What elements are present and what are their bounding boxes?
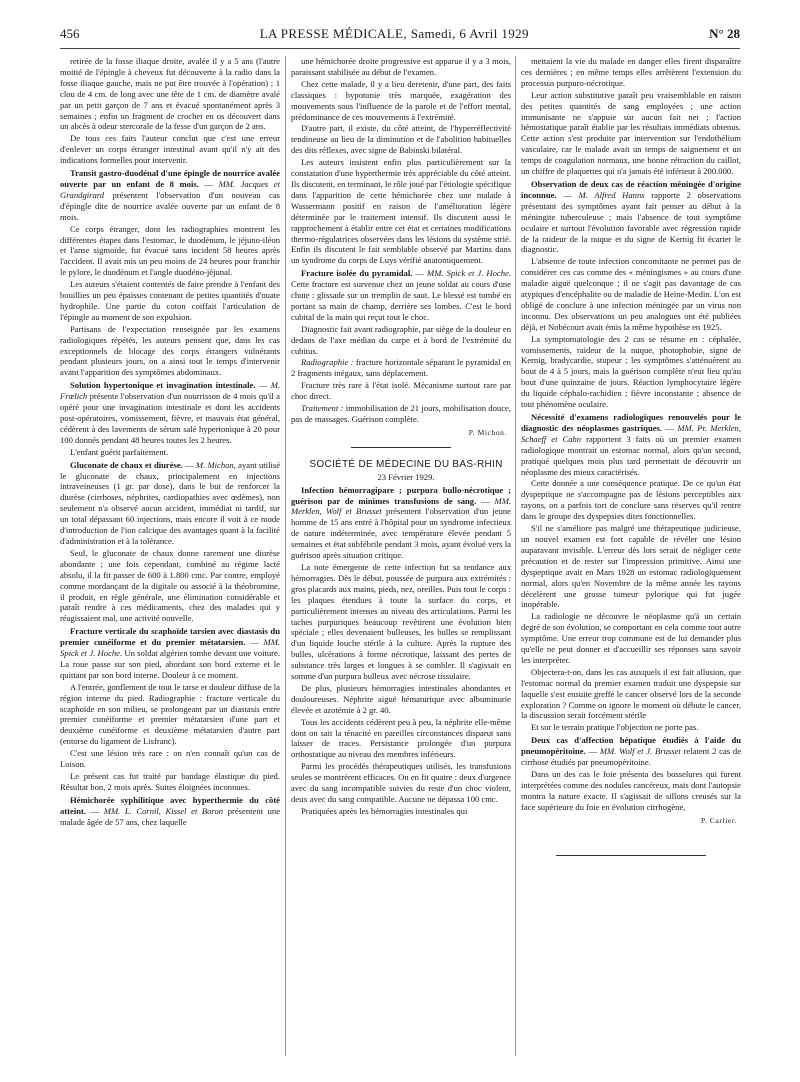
column-2-top-reports <box>291 56 511 425</box>
column-2-society-reports <box>291 485 511 817</box>
paragraph-text: De tous ces faits l'auteur conclut que c'est une erreur d'enlever un corps étranger intestinal avant qu'il n'y ait des indications formelles pour intervenir. <box>60 133 280 166</box>
paragraph-text: La note émergente de cette infection fut sa tendance aux hémorragies. Dès le début, poussée de purpura aux extrémités : gros placards aux mains, pieds, nez, oreilles. Puis tout le corps : les plaques étendues à toute la surface du corps, et particulièrement intenses au niveau des articulations. Parmi les taches purpuriques beaucoup revêtirent une évolution bien spéciale ; elles devenaient bulleuses, les bulles se remplissant d'un liquide louche stérile à la culture. Après la rupture des bulles, ulcérations à forme nécrotique, laissant des pertes de substance très larges et longues à se combler. Il s'agissait en somme d'un purpura bulleux avec nécrose tissulaire. <box>291 561 511 682</box>
paragraph <box>291 761 511 805</box>
paragraph <box>291 123 511 156</box>
report-authors: MM. Wolf et J. Brusset <box>599 746 681 757</box>
report-title: Fracture isolée du pyramidal. <box>301 268 413 279</box>
column-divider <box>285 56 286 1056</box>
report-authors: MM. Spick et J. Hoche. <box>427 268 511 279</box>
report-paragraph: Nécessité d'examens radiologiques renouvelés pour le diagnostic des néoplasmes gastriques. — MM. Pr. Merklen, Schaeff et Cahn rapportent 3 faits où un premier examen radiologique montrait un estomac normal, alors qu'un second, pratiqué quelques mois plus tard permettait de découvrir un néoplasme des mieux caractérisés. <box>521 412 741 477</box>
paragraph <box>291 806 511 817</box>
paragraph-text: Un soldat algérien tombe devant une voiture. La roue passe sur son pied, abordant son bord externe et le quittant par son bord interne. Douleur à ce moment. <box>60 648 280 680</box>
paragraph-text: présentent l'observation d'un nouveau cas d'épingle dite de nourrice avalée ouverte par un enfant de 8 mois. <box>60 189 280 222</box>
section-separator <box>351 447 451 448</box>
paragraph <box>60 682 280 747</box>
paragraph <box>60 56 280 132</box>
paragraph-text: Le présent cas fut traité par bandage élastique du pied. Résultat bon, 2 mois après. Suites éloignées inconnues. <box>60 771 280 792</box>
paragraph <box>521 478 741 522</box>
paragraph-text: De plus, plusieurs hémorragies intestinales abondantes et douloureuses. Néphrite aiguë hématurique avec albuminurie élevée et azotémie à 2 gr. 40. <box>291 682 511 715</box>
report-title: Gluconate de chaux et diurèse. <box>70 459 183 470</box>
paragraph <box>521 90 741 177</box>
paragraph-text: L'absence de toute infection concomitante ne permet pas de considérer ces cas comme des « méningismes » au cours d'une maladie aiguë quelconque ; il ne s'agit pas davantage de cas atypiques d'encéphalite ou de maladie de Heine-Medin. L'on est obligé de conclure à une infection méningée par un virus non inconnu. Des observations un peu analogues ont été publiées déjà, et Nobécourt avait émis la même hypothèse en 1925. <box>521 256 741 332</box>
paragraph <box>291 717 511 761</box>
paragraph <box>521 769 741 813</box>
paragraph-text: relatent 2 cas de cirrhose étudiés par pneumopéritoine. <box>521 746 741 768</box>
page-number: 456 <box>60 26 80 41</box>
report-authors: M. Alfred Hanns <box>578 189 645 200</box>
paragraph-text: Chez cette malade, il y a lieu deretenir, d'une part, des faits classiques : hypotonie très marquée, exagération des mouvements sous l'influence de la parole et de l'effort mental, prédominance de ces mouvements à l'extrémité. <box>291 78 511 122</box>
paragraph-text: Les auteurs insistent enfin plus particulièrement sur la constatation d'une hyperthermie très appréciable du côté atteint. Ils discutent, en terminant, le rôle joué par l'étiologie spécifique dans l'apparition de cette hémichorée chez une malade à Wassermann positif en raison de l'amélioration légère déterminée par le traitement intensif. Ils discutent aussi le rapprochement à établir entre cet état et certaines modifications thermo-régulatrices observées dans les lésions du système strié. Enfin ils discutent le fait semblable observé par Martins dans un syndrome du corps de Luys vérifié anatomiquement. <box>291 157 511 266</box>
paragraph-text: Leur action substitutive paraît peu vraisemblable en raison des petites quantités de sang employées ; une action immunisante ne s'appuie sur aucun fait net ; l'action hémostatique paraît établie par les résultats immédiats obtenus. Cette action s'est produite par intervention sur l'endothélium vasculaire, car le malade avait un temps de saignement et un temps de coagulation normaux, une bonne rétraction du caillot, un chiffre de plaquettes qui n'a jamais été inférieur à 200.000. <box>521 89 741 177</box>
page-header <box>60 26 740 46</box>
report-authors: MM. Spick et J. Hoche. <box>60 637 280 659</box>
report-signature: P. Carlier. <box>701 815 737 825</box>
paragraph <box>291 324 511 357</box>
report-title: Fracture verticale du scaphoïde tarsien avec diastasis du premier cunéiforme et du premier métatarsien. <box>60 626 280 648</box>
paragraph-text: Diagnostic fait avant radiographie, par siège de la douleur en dedans de l'axe médian du carpe et à bord de l'extrémité du cubitus. <box>291 323 511 356</box>
journal-title: LA PRESSE MÉDICALE, Samedi, 6 Avril 1929 <box>259 26 529 41</box>
paragraph-text: présentent une malade âgée de 57 ans, chez laquelle <box>60 805 280 827</box>
paragraph <box>521 667 741 722</box>
paragraph-text: rapporte 2 observations présentant des symptômes ayant fait penser au début à la méningite tuberculeuse ; mais l'absence de tout symptôme oculaire et surtout l'évolution favorable avec régression rapide de la raideur de la nuque et du signe de Kernig fit écarter le diagnostic. <box>521 189 741 255</box>
report-authors: MM. Merklen, Wolf et Brusset <box>291 495 511 517</box>
report-signature: P. Michon. <box>468 427 507 437</box>
report-title: Solution hypertonique et invagination intestinale. <box>70 380 256 391</box>
paragraph-text: Dans un des cas le foie présenta des bosselures qui furent interprétées comme des nodules cancéreux, mais dont l'autopsie montra la nature exacte. Il s'agissait de sillons creusés sur la face supérieure du foie en évolution cirrhogène, <box>521 769 741 812</box>
paragraph-text: ayant utilisé le gluconate de chaux, principalement en injections intraveineuses (1 gr. par dose), dans le but de renforcer la diurèse (cirrhoses, néphrites, cardiopathies avec œdèmes), non seulement n'a observé aucun accident, immédiat ni tardif, sur un total dépassant 60 injections, mais encore il voit à ce mode d'introduction de l'ion calcique des avantages quant à la facilité d'administration et à la tolérance. <box>60 459 280 546</box>
paragraph <box>60 324 280 379</box>
paragraph-text: Pratiquées après les hémorragies intestinales qui <box>301 805 468 816</box>
paragraph-text: présentent l'observation d'un jeune homme de 15 ans entré à l'hôpital pour un syndrome infectieux de nature indéterminée, avec température élevée pendant 5 semaines et état subfébrile pendant 3 mois, ayant évolué vers la guérison après situation critique. <box>291 506 511 561</box>
report-title: Transit gastro-duodénal d'une épingle de nourrice avalée ouverte par un enfant de 8 mois. <box>60 168 280 189</box>
paragraph <box>521 611 741 666</box>
paragraph-text: Partisans de l'expectation renseignée par les examens radiologiques répétés, les auteurs pensent que, dans les cas exceptionnels de blocage des corps étrangers vulnérants pendant plusieurs jours, on a ainsi tout le temps d'intervenir avant l'apparition des symptômes abdominaux. <box>60 323 280 378</box>
paragraph-text: Cette donnée a une conséquence pratique. De ce qu'un état dyspeptique ne s'accompagne pas de lésions perceptibles aux rayons, on a parfois tort de conclure sans réserves qu'il rentre dans le groupe des dyspepsies dites fonctionnelles. <box>521 478 741 522</box>
report-title: Observation de deux cas de réaction méningée d'origine inconnue. <box>521 178 741 200</box>
paragraph-text: Fracture très rare à l'état isolé. Mécanisme surtout rare par choc direct. <box>291 380 511 402</box>
column-1 <box>60 56 280 1056</box>
paragraph <box>60 748 280 770</box>
paragraph-text: Cette fracture est survenue chez un jeune soldat au cours d'une chute : glissade sur un tremplin de saut. Le blessé est tombé en portant sa main de champ, derrière ses lombes. C'est le bord cubital de la main qui reçut tout le choc. <box>291 279 511 322</box>
paragraph <box>60 224 280 279</box>
end-rule <box>556 855 706 856</box>
paragraph-text: C'est une lésion très rare : on n'en connaît qu'un cas de Loison. <box>60 748 280 770</box>
report-authors: MM. Pr. Merklen, Schaeff et Cahn <box>521 422 741 444</box>
paragraph <box>291 56 511 78</box>
report-authors: MM. Jacques et Grandgirard <box>60 178 280 200</box>
issue-number: N° 28 <box>709 26 740 41</box>
paragraph-text: Et sur le terrain pratique l'objection ne porte pas. <box>531 722 699 733</box>
column-3 <box>521 56 741 1056</box>
report-paragraph: Fracture verticale du scaphoïde tarsien avec diastasis du premier cunéiforme et du premier métatarsien. — MM. Spick et J. Hoche. Un soldat algérien tombe devant une voiture. La roue passe sur son pied, abordant son bord externe et le quittant par son bord interne. Douleur à ce moment. <box>60 626 280 680</box>
report-paragraph: Observation de deux cas de réaction méningée d'origine inconnue. — M. Alfred Hanns rapporte 2 observations présentant des symptômes ayant fait penser au début à la méningite tuberculeuse ; mais l'absence de tout symptôme oculaire et surtout l'évolution favorable avec régression rapide de la raideur de la nuque et du signe de Kernig fit écarter le diagnostic. <box>521 178 741 255</box>
paragraph <box>291 79 511 123</box>
paragraph <box>60 548 280 624</box>
inline-label: Radiographie : <box>301 357 354 368</box>
society-heading: SOCIÉTÉ DE MÉDECINE DU BAS-RHIN <box>309 458 503 470</box>
paragraph-text: immobilisation de 21 jours, mobilisation douce, pas de massages. Guérison complète. <box>291 403 511 424</box>
paragraph <box>521 56 741 89</box>
report-authors: M. Frœlich <box>60 380 280 402</box>
paragraph-text: La symptomatologie des 2 cas se résume en : céphalée, vomissements, raideur de la nuque, photophobie, signe de Kernig, bradycardie, stupeur ; les symptômes s'atténuèrent au bout de 4 à 5 jours, mais la guérison complète n'eut lieu qu'au bout d'une quinzaine de jours. Réaction lymphocytaire légère du liquide céphalo-rachidien ; fièvre inconstante ; absence de tout phénomène oculaire. <box>521 333 741 410</box>
inline-label: Traitement : <box>301 403 344 414</box>
paragraph <box>521 523 741 610</box>
report-paragraph: Hémichorée syphilitique avec hyperthermie du côté atteint. — MM. L. Cornil, Kissel et Boron présentent une malade âgée de 57 ans, chez laquelle <box>60 794 280 827</box>
paragraph-text: présente l'observation d'un nourrisson de 4 mois qu'il a opéré pour une invagination intestinale et dont les accidents post-opératoires, vomissement, fièvre, et mauvais état général, cédèrent à des lavements de sérum salé hypertonique à 20 pour 100 donnés pendant 48 heures toutes les 2 heures. <box>60 391 280 445</box>
header-rule <box>60 48 740 49</box>
paragraph-text: retirée de la fosse iliaque droite, avalée il y a 5 ans (l'autre moitié de l'épingle à cheveux fut découverte à la radio dans la fosse iliaque gauche, mais ne put être trouvée à l'opération) ; 1 clou de 4 cm. de long avec une tête de 1 cm. de diamètre avalé par un petit garçon de 7 ans et évacué spontanément après 3 semaines ; enfin un fragment de crochet en os découvert dans un abcès à odeur stercorale de la fesse d'un garçon de 2 ans. <box>60 56 280 132</box>
report-paragraph: Infection hémorragipare ; purpura bullo-nécrotique ; guérison par de minimes transfusions de sang. — MM. Merklen, Wolf et Brusset présentent l'observation d'un jeune homme de 15 ans entré à l'hôpital pour un syndrome infectieux de nature indéterminée, avec température élevée pendant 5 semaines et état subfébrile pendant 3 mois, ayant évolué vers la guérison après situation critique. <box>291 484 511 561</box>
paragraph-text: D'autre part, il existe, du côté atteint, de l'hyperréflectivité tendineuse au lieu de la diminution et de l'abolition habituelles des dits réflexes, avec signe de Babinski bilatéral. <box>291 123 511 156</box>
paragraph <box>521 334 741 410</box>
paragraph-text: A l'entrée, gonflement de tout le tarse et douleur diffuse de la région interne du pied. Radiographie : fracture verticale du scaphoïde en son milieu, se prolongeant par un diastasis entre premier cunéiforme et premier métatarsien d'une part et deuxième cunéiforme et deuxième métatarsien d'autre part (entorse du ligament de Lisfranc). <box>60 681 280 747</box>
paragraph <box>291 380 511 402</box>
column-2 <box>291 56 511 1056</box>
paragraph <box>60 447 280 458</box>
report-title: Deux cas d'affection hépatique étudiés à l'aide du pneumopéritoine. <box>521 735 741 757</box>
paragraph <box>291 403 511 425</box>
paragraph-text: Ce corps étranger, dont les radiographies montrent les différentes étapes dans l'estomac, le duodénum, le jéjuno-iléon et l'anse sigmoïde, fut évacué sans incident 58 heures après l'accident. Il avait mis un peu moins de 24 heures pour franchir le pylore, le duodénum et l'angle duodéno-jéjunal. <box>60 223 280 278</box>
paragraph <box>60 133 280 166</box>
report-paragraph: Transit gastro-duodénal d'une épingle de nourrice avalée ouverte par un enfant de 8 mois. — MM. Jacques et Grandgirard présentent l'observation d'un nouveau cas d'épingle dite de nourrice avalée ouverte par un enfant de 8 mois. <box>60 168 280 222</box>
report-paragraph: Deux cas d'affection hépatique étudiés à l'aide du pneumopéritoine. — MM. Wolf et J. Brusset relatent 2 cas de cirrhose étudiés par pneumopéritoine. <box>521 735 741 768</box>
paragraph <box>291 157 511 266</box>
paragraph-text: La radiologie ne découvre le néoplasme qu'à un certain degré de son évolution, se comportant en cela comme tout autre symptôme. Une erreur trop commune est de lui demander plus qu'elle ne peut donner et d'accueillir ses réponses sans savoir les interpréter. <box>521 611 741 665</box>
report-title: Infection hémorragipare ; purpura bullo-nécrotique ; guérison par de minimes transfusions de sang. <box>291 484 511 506</box>
paragraph <box>521 256 741 332</box>
column-divider <box>515 56 516 1056</box>
report-authors: M. Michon, <box>195 459 236 470</box>
report-title: Nécessité d'examens radiologiques renouvelés pour le diagnostic des néoplasmes gastriques. <box>521 412 741 433</box>
paragraph-text: rapportent 3 faits où un premier examen radiologique montrait un estomac normal, alors qu'un second, pratiqué quelques mois plus tard permettait de découvrir un néoplasme des mieux caractérisés. <box>521 433 741 477</box>
paragraph <box>291 357 511 379</box>
paragraph <box>521 722 741 733</box>
paragraph-text: L'enfant guérit parfaitement. <box>70 446 169 457</box>
paragraph <box>60 771 280 793</box>
paragraph-text: S'il ne s'améliore pas malgré une thérapeutique judicieuse, un nouvel examen est fort capable de révéler une lésion auparavant invisible. L'erreur dès lors serait de négliger cette précaution et de rester sur l'impression primitive. Ainsi une dyspeptique avait en Mars 1928 un estomac radiologiquement normal, alors qu'en Novembre de la même année les rayons décelèrent une grosse tumeur pylorique qui fut jugée inopérable. <box>521 523 741 610</box>
paragraph-text: mettaient la vie du malade en danger elles firent disparaître ces dernières ; en même temps elles arrêtèrent l'extension du processus purpuro-nécrotique. <box>521 56 741 88</box>
report-paragraph: Solution hypertonique et invagination intestinale. — M. Frœlich présente l'observation d'un nourrisson de 4 mois qu'il a opéré pour une invagination intestinale et dont les accidents post-opératoires, vomissement, fièvre, et mauvais état général, cédèrent à des lavements de sérum salé hypertonique à 20 pour 100 donnés pendant 48 heures toutes les 2 heures. <box>60 380 280 445</box>
report-paragraph: Gluconate de chaux et diurèse. — M. Michon, ayant utilisé le gluconate de chaux, principalement en injections intraveineuses (1 gr. par dose), dans le but de renforcer la diurèse (cirrhoses, néphrites, cardiopathies avec œdèmes), non seulement n'a observé aucun accident, immédiat ni tardif, sur un total dépassant 60 injections, mais encore il voit à ce mode d'introduction de l'ion calcique des avantages quant à la facilité d'administration et à la tolérance. <box>60 459 280 546</box>
paragraph-text: Seul, le gluconate de chaux donne rarement une diurèse abondante ; une fois cependant, combiné au régime lacté absolu, il la fit passer de 600 à 1.800 cmc. Par contre, employé comme mordançant de la digitale ou associé à la théobromine, il produit, en règle générale, une élimination considérable et paraît rendre à ces médicaments, chez des malades qui y réagissaient mal, une activité nouvelle. <box>60 547 280 624</box>
report-paragraph: Fracture isolée du pyramidal. — MM. Spick et J. Hoche. Cette fracture est survenue chez un jeune soldat au cours d'une chute : glissade sur un tremplin de saut. Le blessé est tombé en portant sa main de champ, derrière ses lombes. C'est le bord cubital de la main qui reçut tout le choc. <box>291 268 511 322</box>
paragraph <box>291 683 511 716</box>
paragraph-text: Parmi les procédés thérapeutiques utilisés, les transfusions seules se montrèrent efficaces. On en fit quatre : deux d'urgence avec du sang incompatible suivies du reste d'un choc violent, deux avec du sang compatible. Aucune ne dépassa 100 cmc. <box>291 761 511 804</box>
session-date: 23 Février 1929. <box>377 471 435 482</box>
paragraph-text: Tous les accidents cédèrent peu à peu, la néphrite elle-même dont on sait la ténacité en pareilles circonstances disparut sans laisser de traces. Persistance prolongée d'un purpura orthostatique au niveau des membres inférieurs. <box>291 716 511 760</box>
report-authors: MM. L. Cornil, Kissel et Boron <box>103 805 224 816</box>
report-title: Hémichorée syphilitique avec hyperthermie du côté atteint. <box>60 794 280 816</box>
paragraph <box>291 562 511 682</box>
paragraph-text: une hémichorée droite progressive est apparue il y a 3 mois, paraissant stabilisée au début de l'examen. <box>291 56 511 77</box>
paragraph-text: Les auteurs s'étaient contentés de faire prendre à l'enfant des bouillies un peu épaisses contenant de petites quantités d'ouate hydrophile. Une partie du coton coiffait l'articulation de l'épingle au moment de son expulsion. <box>60 279 280 322</box>
paragraph-text: Objectera-t-on, dans les cas auxquels il est fait allusion, que l'estomac normal du premier examen traduit une dyspepsie sur laquelle s'est ensuite greffé le cancer observé lors de la seconde exploration ? Comme on ignore le moment où débute le cancer, la discussion serait forcément stérile <box>521 666 741 721</box>
paragraph <box>60 279 280 323</box>
column-3-reports <box>521 56 741 813</box>
paragraph-text: fracture horizontale séparant le pyramidal en 2 fragments inégaux, sans déplacement. <box>291 357 511 379</box>
